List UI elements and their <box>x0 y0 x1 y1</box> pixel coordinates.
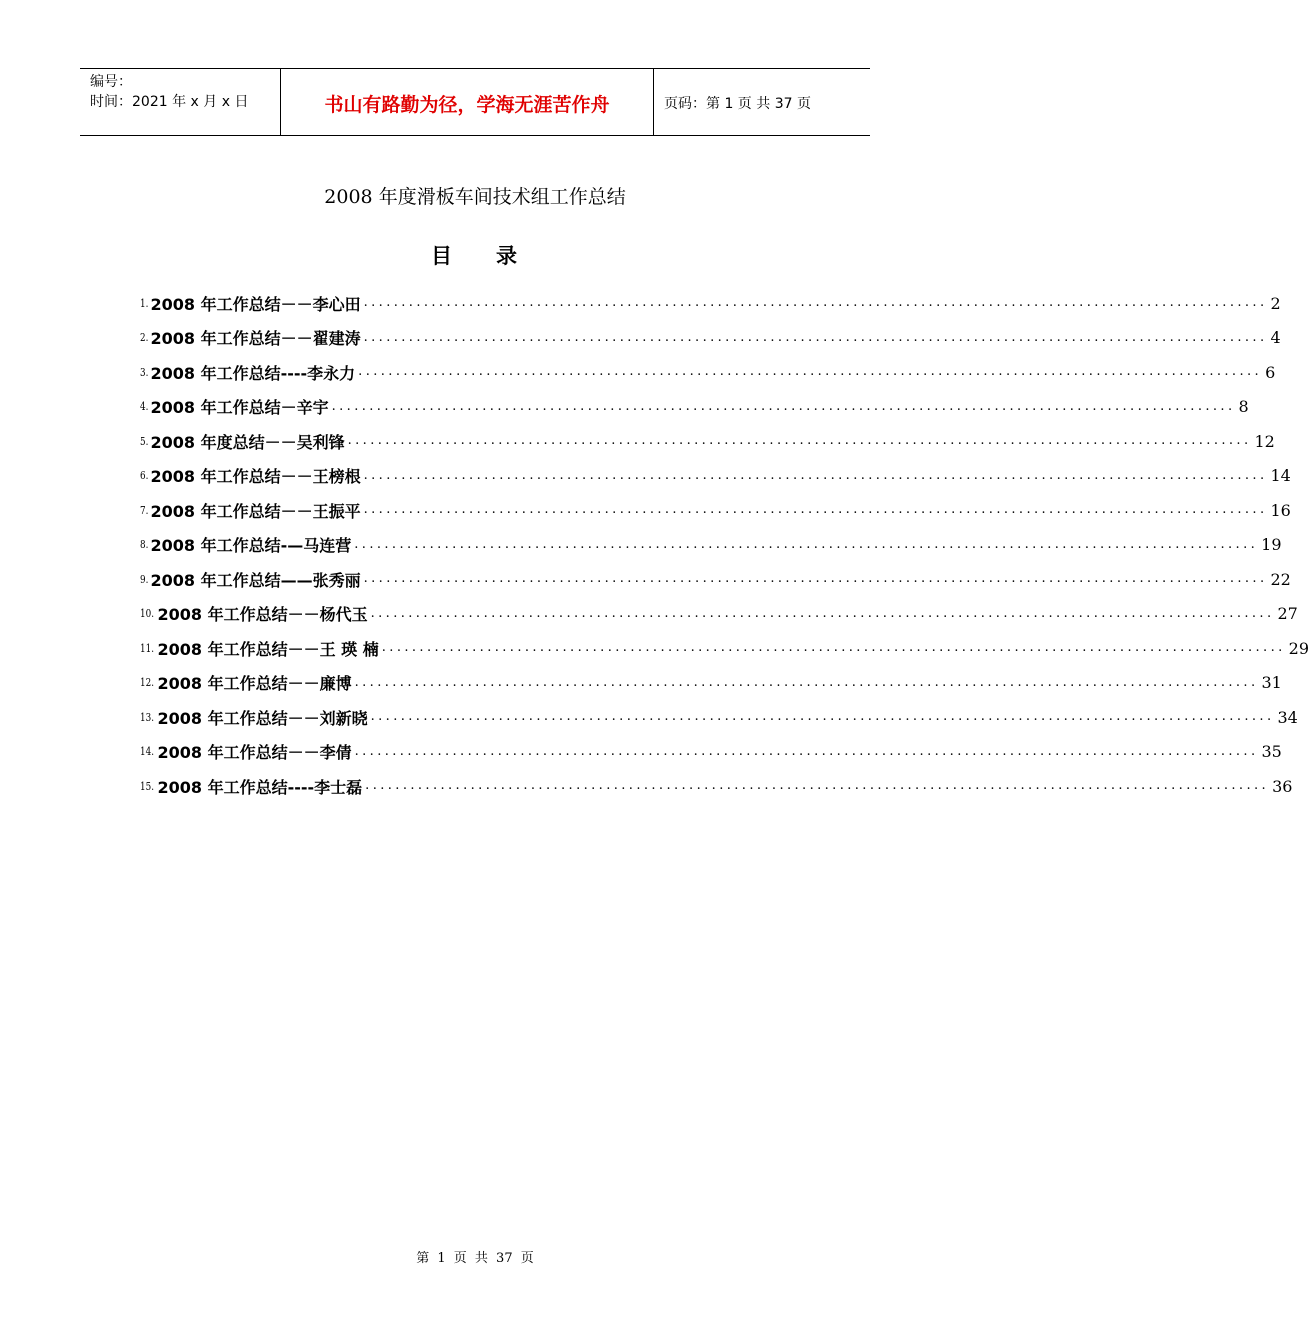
toc-dot-leader: ........................................................................................................................ <box>363 502 1268 518</box>
toc-heading-right: 录 <box>496 244 519 268</box>
toc-entry[interactable] <box>140 735 1282 770</box>
toc-entry-title: 2008 年工作总结－－李心田 <box>150 294 361 314</box>
toc-entry-page: 19 <box>1261 535 1282 555</box>
toc-dot-leader: ........................................................................................................................ <box>363 295 1268 311</box>
toc-entry[interactable] <box>140 355 1276 390</box>
toc-dot-leader: ........................................................................................................................ <box>331 398 1236 414</box>
toc-entry[interactable] <box>140 321 1281 356</box>
toc-entry-page: 29 <box>1288 638 1309 658</box>
toc-entry-number: 7. <box>140 503 149 517</box>
toc-entry-number: 6. <box>140 469 149 483</box>
toc-entry-title: 2008 年工作总结－－杨代玉 <box>157 605 368 625</box>
header-page-info: 页码：第 1 页 共 37 页 <box>664 96 811 112</box>
toc-dot-leader: ........................................................................................................................ <box>370 709 1275 725</box>
toc-entry-page: 14 <box>1270 466 1291 486</box>
toc-dot-leader: ........................................................................................................................ <box>354 743 1259 759</box>
toc-entry-number: 11. <box>140 641 154 655</box>
toc-dot-leader: ........................................................................................................................ <box>347 433 1252 449</box>
toc-entry[interactable] <box>140 424 1275 459</box>
document-title: 2008 年度滑板车间技术组工作总结 <box>324 186 626 208</box>
page-header <box>80 68 870 136</box>
toc-dot-leader: ........................................................................................................................ <box>363 571 1268 587</box>
toc-entry-number: 13. <box>140 710 154 724</box>
toc-dot-leader: ........................................................................................................................ <box>354 674 1259 690</box>
toc-entry-number: 5. <box>140 434 149 448</box>
toc-entry-title: 2008 年工作总结－－刘新晓 <box>157 708 368 728</box>
toc-entry-title: 2008 年工作总结-—马连营 <box>150 536 352 556</box>
toc-entry-title: 2008 年工作总结－－王 瑛 楠 <box>157 639 379 659</box>
toc-entry[interactable] <box>140 631 1309 666</box>
toc-dot-leader: ........................................................................................................................ <box>370 605 1275 621</box>
toc-entry-title: 2008 年工作总结－－廉博 <box>157 674 352 694</box>
toc-entry-number: 8. <box>140 538 149 552</box>
toc-entry[interactable] <box>140 597 1298 632</box>
toc-dot-leader: ........................................................................................................................ <box>365 778 1270 794</box>
toc-entry-page: 8 <box>1238 397 1249 417</box>
toc-entry-page: 22 <box>1270 569 1291 589</box>
number-label: 编号： <box>90 74 132 90</box>
toc-entry-page: 36 <box>1272 776 1293 796</box>
toc-dot-leader: ........................................................................................................................ <box>358 364 1263 380</box>
toc-entry-page: 27 <box>1277 604 1298 624</box>
toc-entry-page: 4 <box>1270 328 1281 348</box>
toc-entry-number: 3. <box>140 365 149 379</box>
toc-entry-title: 2008 年工作总结－－翟建涛 <box>150 329 361 349</box>
toc-heading-left: 目 <box>431 244 454 268</box>
toc-entry-page: 31 <box>1261 673 1282 693</box>
toc-entry-page: 2 <box>1270 293 1281 313</box>
toc-entry-number: 10. <box>140 607 154 621</box>
header-motto: 书山有路勤为径，学海无涯苦作舟 <box>281 69 654 135</box>
toc-entry[interactable] <box>140 666 1282 701</box>
toc-entry-page: 16 <box>1270 500 1291 520</box>
time-label: 时间：2021 年 x 月 x 日 <box>90 94 249 110</box>
table-of-contents <box>140 286 1309 804</box>
toc-entry-page: 35 <box>1261 742 1282 762</box>
toc-entry[interactable] <box>140 528 1282 563</box>
toc-entry-number: 14. <box>140 745 154 759</box>
header-meta <box>80 69 281 135</box>
toc-entry[interactable] <box>140 769 1293 804</box>
toc-entry[interactable] <box>140 286 1281 321</box>
toc-entry-title: 2008 年度总结－－吴利锋 <box>150 432 345 452</box>
toc-heading <box>0 240 950 270</box>
toc-entry-page: 34 <box>1277 707 1298 727</box>
toc-entry-title: 2008 年工作总结－－王榜根 <box>150 467 361 487</box>
toc-entry[interactable] <box>140 390 1249 425</box>
toc-entry[interactable] <box>140 459 1291 494</box>
toc-entry-title: 2008 年工作总结－－王振平 <box>150 501 361 521</box>
toc-entry-number: 9. <box>140 572 149 586</box>
toc-entry-title: 2008 年工作总结----李士磊 <box>157 777 363 797</box>
toc-entry-page: 12 <box>1254 431 1275 451</box>
toc-entry-number: 2. <box>140 331 149 345</box>
toc-entry-page: 6 <box>1265 362 1276 382</box>
toc-dot-leader: ........................................................................................................................ <box>381 640 1286 656</box>
toc-entry-title: 2008 年工作总结－－李倩 <box>157 743 352 763</box>
toc-entry-number: 4. <box>140 400 149 414</box>
toc-dot-leader: ........................................................................................................................ <box>363 467 1268 483</box>
toc-dot-leader: ........................................................................................................................ <box>354 536 1259 552</box>
toc-entry[interactable] <box>140 700 1298 735</box>
toc-entry-number: 15. <box>140 779 154 793</box>
toc-entry[interactable] <box>140 562 1291 597</box>
toc-entry[interactable] <box>140 493 1291 528</box>
toc-entry-title: 2008 年工作总结－辛宇 <box>150 398 329 418</box>
toc-entry-number: 12. <box>140 676 154 690</box>
toc-entry-number: 1. <box>140 296 149 310</box>
toc-dot-leader: ........................................................................................................................ <box>363 329 1268 345</box>
page-footer: 第 1 页 共 37 页 <box>416 1251 534 1266</box>
toc-entry-title: 2008 年工作总结——张秀丽 <box>150 570 361 590</box>
toc-entry-title: 2008 年工作总结----李永力 <box>150 363 356 383</box>
